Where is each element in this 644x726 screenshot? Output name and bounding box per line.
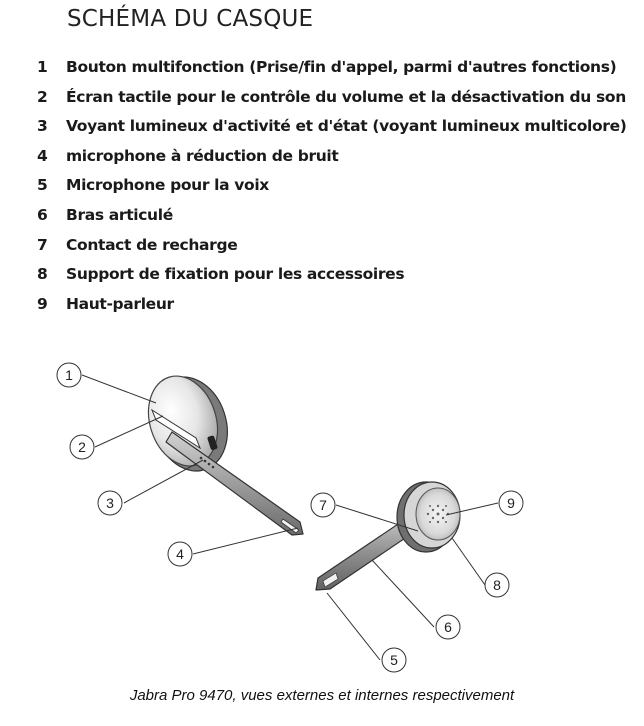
svg-text:4: 4 xyxy=(176,546,184,562)
legend-text: Bouton multifonction (Prise/fin d'appel, parmi d'autres fonctions) xyxy=(66,58,617,76)
legend-number: 2 xyxy=(37,87,48,106)
legend-text: Haut-parleur xyxy=(66,294,174,313)
callout-5 xyxy=(382,648,406,672)
legend-number: 7 xyxy=(37,235,48,254)
legend-text: Bras articulé xyxy=(66,205,173,224)
headset-internal-view xyxy=(316,482,460,590)
legend-item xyxy=(0,144,644,174)
svg-text:1: 1 xyxy=(65,367,73,383)
legend-number: 1 xyxy=(37,58,48,76)
callout-4 xyxy=(168,542,192,566)
legend-item xyxy=(0,173,644,203)
svg-text:7: 7 xyxy=(319,497,327,513)
legend-item xyxy=(0,292,644,322)
headset-diagram xyxy=(0,340,644,680)
legend-item xyxy=(0,55,644,85)
legend-number: 9 xyxy=(37,294,48,313)
legend-item xyxy=(0,233,644,263)
callout-6 xyxy=(436,615,460,639)
legend-item xyxy=(0,114,644,144)
svg-text:9: 9 xyxy=(507,495,515,511)
legend-item xyxy=(0,85,644,115)
callout-1 xyxy=(57,363,81,387)
legend-text: Contact de recharge xyxy=(66,235,238,254)
svg-text:6: 6 xyxy=(444,619,452,635)
callout-3 xyxy=(98,491,122,515)
legend-number: 8 xyxy=(37,265,48,284)
legend-text: Support de fixation pour les accessoires xyxy=(66,265,405,284)
legend-item xyxy=(0,203,644,233)
parts-legend xyxy=(0,55,644,321)
callout-7 xyxy=(311,493,335,517)
legend-text: Microphone pour la voix xyxy=(66,176,269,195)
headset-external-view xyxy=(137,367,303,535)
svg-text:3: 3 xyxy=(106,495,114,511)
legend-number: 3 xyxy=(37,117,48,136)
legend-number: 5 xyxy=(37,176,48,195)
svg-text:2: 2 xyxy=(78,439,86,455)
page-title: SCHÉMA DU CASQUE xyxy=(67,6,314,32)
callout-9 xyxy=(499,491,523,515)
legend-number: 6 xyxy=(37,205,48,224)
svg-text:8: 8 xyxy=(493,577,501,593)
legend-text: Écran tactile pour le contrôle du volume et la désactivation du son xyxy=(66,87,626,106)
legend-item xyxy=(0,262,644,292)
callout-8 xyxy=(485,573,509,597)
figure-caption: Jabra Pro 9470, vues externes et internes respectivement xyxy=(129,687,515,704)
callout-2 xyxy=(70,435,94,459)
legend-text: Voyant lumineux d'activité et d'état (voyant lumineux multicolore) xyxy=(66,117,627,136)
svg-text:5: 5 xyxy=(390,652,398,668)
legend-number: 4 xyxy=(37,146,48,165)
legend-text: microphone à réduction de bruit xyxy=(66,146,339,165)
